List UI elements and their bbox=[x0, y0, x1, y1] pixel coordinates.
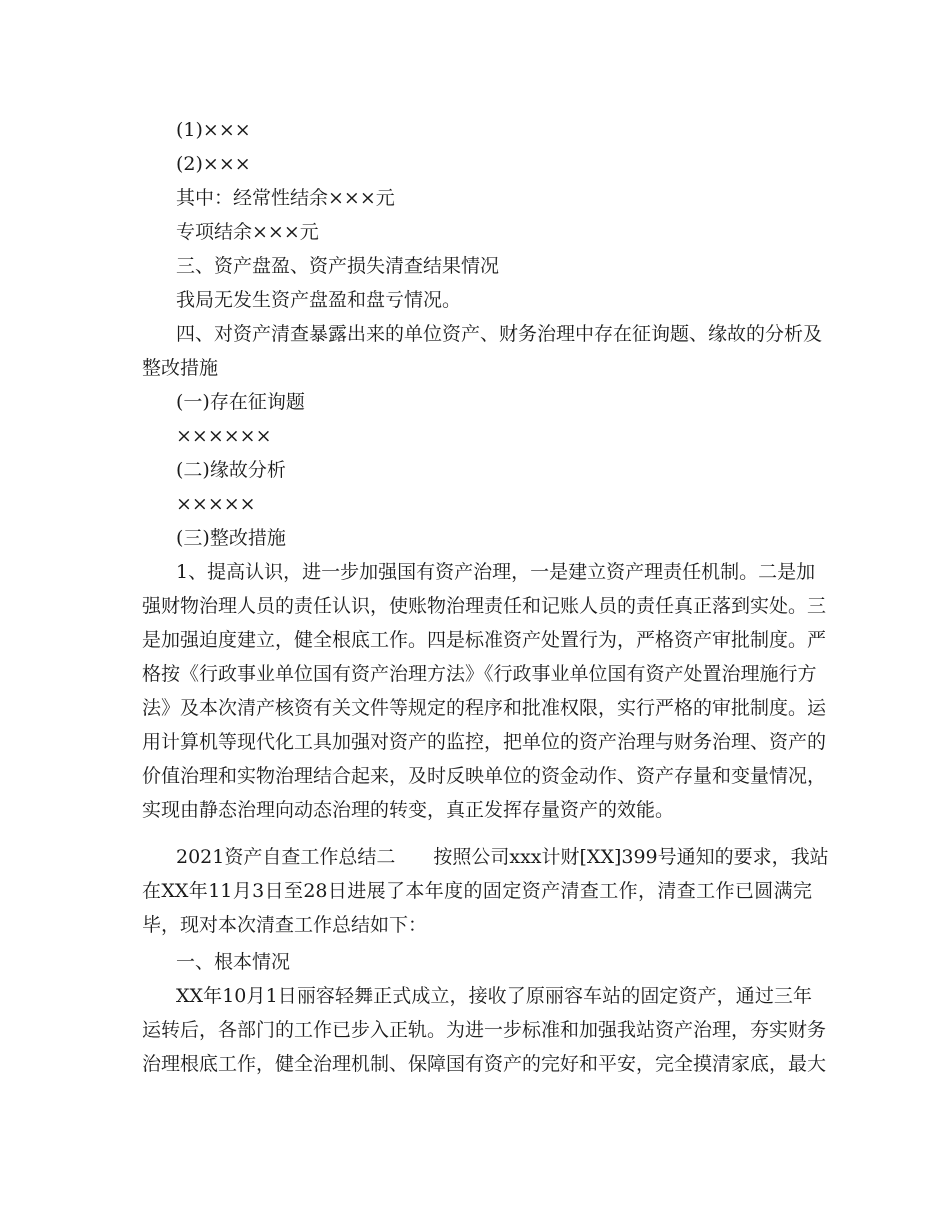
paragraph-line: 强财物治理人员的责任认识，使账物治理责任和记账人员的责任真正落到实处。三 bbox=[142, 595, 827, 617]
section-heading: 三、资产盘盈、资产损失清查结果情况 bbox=[176, 255, 500, 277]
paragraph-line: 运转后，各部门的工作已步入正轨。为进一步标准和加强我站资产治理，夯实财务 bbox=[142, 1019, 827, 1041]
paragraph-line: 法》及本次清产核资有关文件等规定的程序和批准权限，实行严格的审批制度。运 bbox=[142, 697, 827, 719]
text-line: 专项结余×××元 bbox=[176, 221, 319, 243]
paragraph-line: 毕，现对本次清查工作总结如下： bbox=[142, 914, 428, 936]
subsection-heading: (二)缘故分析 bbox=[176, 459, 286, 481]
paragraph-line: 价值治理和实物治理结合起来，及时反映单位的资金动作、资产存量和变量情况， bbox=[142, 765, 827, 787]
text-line: (2)××× bbox=[176, 153, 251, 175]
paragraph-line: 在XX年11月3日至28日进展了本年度的固定资产清查工作，清查工作已圆满完 bbox=[142, 880, 812, 902]
paragraph-line: 用计算机等现代化工具加强对资产的监控，把单位的资产治理与财务治理、资产的 bbox=[142, 731, 827, 753]
paragraph-line: 1、提高认识，进一步加强国有资产治理，一是建立资产理责任机制。二是加 bbox=[176, 561, 816, 583]
text-line: ××××× bbox=[176, 493, 256, 515]
paragraph-line: 是加强迫度建立，健全根底工作。四是标准资产处置行为，严格资产审批制度。严 bbox=[142, 629, 827, 651]
text-line: 我局无发生资产盘盈和盘亏情况。 bbox=[176, 289, 462, 311]
paragraph-line: 治理根底工作，健全治理机制、保障国有资产的完好和平安，完全摸清家底，最大 bbox=[142, 1053, 827, 1075]
section-heading: 四、对资产清查暴露出来的单位资产、财务治理中存在征询题、缘故的分析及 bbox=[176, 323, 823, 345]
paragraph-line: 2021资产自查工作总结二 按照公司xxx计财[XX]399号通知的要求，我站 bbox=[176, 846, 829, 868]
paragraph-line: XX年10月1日丽容轻舞正式成立，接收了原丽容车站的固定资产，通过三年 bbox=[176, 985, 812, 1007]
section-heading: 一、根本情况 bbox=[176, 951, 291, 973]
text-line: (1)××× bbox=[176, 119, 251, 141]
text-line: 其中：经常性结余×××元 bbox=[176, 187, 395, 209]
text-line: ×××××× bbox=[176, 425, 272, 447]
subsection-heading: (三)整改措施 bbox=[176, 527, 286, 549]
paragraph-line: 实现由静态治理向动态治理的转变，真正发挥存量资产的效能。 bbox=[142, 799, 675, 821]
section-heading: 整改措施 bbox=[142, 357, 219, 379]
paragraph-line: 格按《行政事业单位国有资产治理方法》《行政事业单位国有资产处置治理施行方 bbox=[142, 663, 817, 685]
subsection-heading: (一)存在征询题 bbox=[176, 391, 305, 413]
